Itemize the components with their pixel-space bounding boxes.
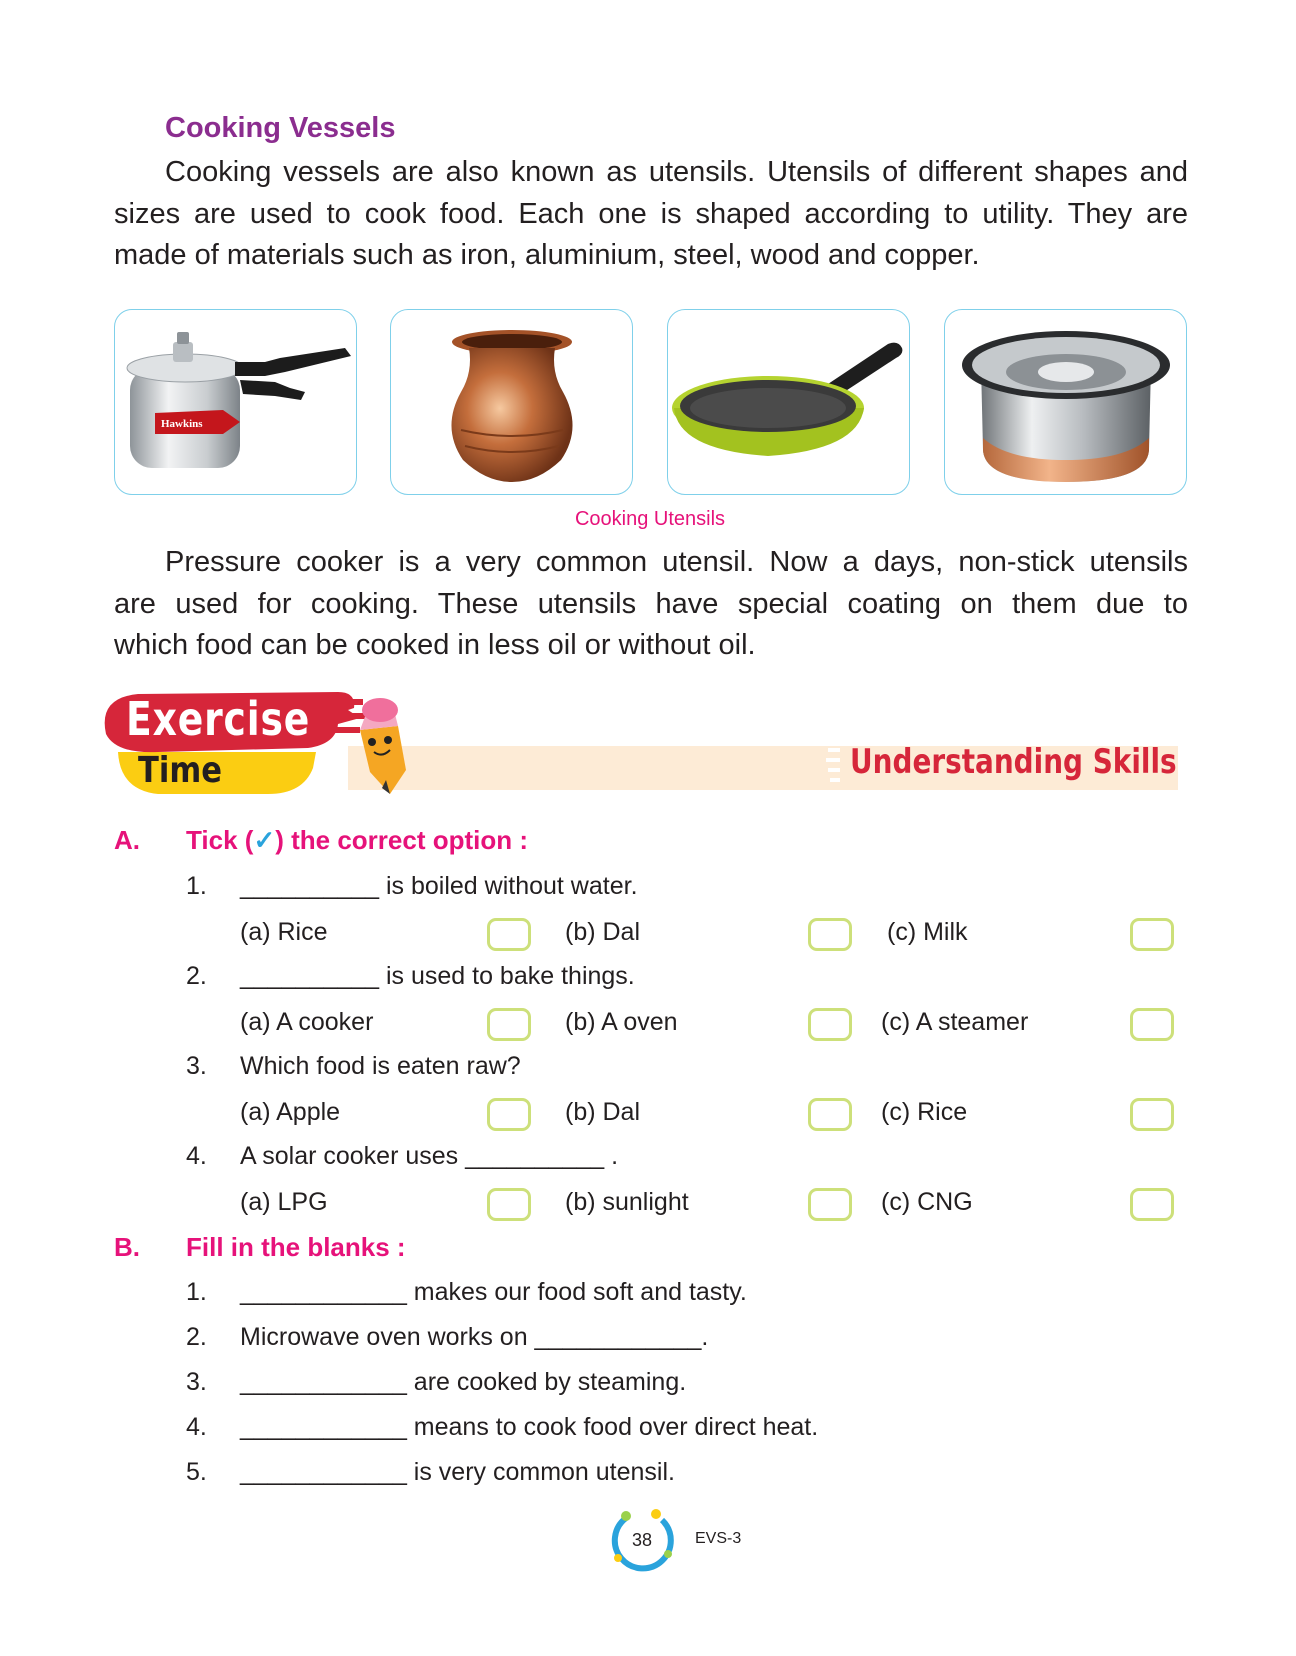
fill-blank-text: ____________ means to cook food over direct heat. <box>240 1413 819 1441</box>
title-text: ) the correct option : <box>275 825 529 855</box>
fill-blank-text: ____________ are cooked by steaming. <box>240 1368 687 1396</box>
image-copper-pot <box>390 309 633 495</box>
page-number-badge <box>606 1506 678 1578</box>
image-steel-pot <box>944 309 1187 495</box>
option-a: (a) LPG <box>240 1188 328 1216</box>
question-text: A solar cooker uses __________ . <box>240 1142 619 1170</box>
tick-box[interactable] <box>487 1098 531 1131</box>
section-b-label: B. <box>114 1232 140 1262</box>
option-a: (a) Rice <box>240 918 328 946</box>
page-number: 38 <box>631 1530 653 1550</box>
text-line: made of materials such as iron, aluminium, steel, wood and copper. <box>114 239 980 271</box>
option-b: (b) Dal <box>565 1098 641 1126</box>
book-code: EVS-3 <box>695 1530 742 1547</box>
tick-box[interactable] <box>1130 918 1174 951</box>
tick-box[interactable] <box>487 1008 531 1041</box>
fill-blank-text: Microwave oven works on ____________. <box>240 1323 709 1351</box>
exercise-banner <box>98 690 1188 800</box>
image-frying-pan <box>667 309 910 495</box>
title-text: Tick ( <box>186 825 254 855</box>
tick-box[interactable] <box>1130 1008 1174 1041</box>
paragraph-pressure-cooker <box>114 542 1188 667</box>
option-b: (b) A oven <box>565 1008 678 1036</box>
tick-box[interactable] <box>808 918 852 951</box>
section-a-title <box>186 825 528 856</box>
tick-box[interactable] <box>808 1098 852 1131</box>
option-c: (c) Rice <box>881 1098 968 1126</box>
image-pressure-cooker <box>114 309 357 495</box>
text-line: sizes are used to cook food. Each one is shaped according to utility. They are <box>114 197 1188 230</box>
section-a-label: A. <box>114 825 140 855</box>
tick-box[interactable] <box>487 918 531 951</box>
tick-box[interactable] <box>1130 1098 1174 1131</box>
question-number: 4. <box>186 1142 207 1170</box>
item-number: 5. <box>186 1458 207 1486</box>
section-heading: Cooking Vessels <box>165 112 396 144</box>
tick-box[interactable] <box>808 1008 852 1041</box>
option-c: (c) CNG <box>881 1188 973 1216</box>
text-line: Pressure cooker is a very common utensil. Now a days, non-stick utensils <box>165 546 1188 578</box>
item-number: 4. <box>186 1413 207 1441</box>
tick-box[interactable] <box>808 1188 852 1221</box>
question-number: 1. <box>186 872 207 900</box>
question-number: 2. <box>186 962 207 990</box>
item-number: 1. <box>186 1278 207 1306</box>
text-line: are used for cooking. These utensils have special coating on them due to <box>114 587 1188 620</box>
option-b: (b) Dal <box>565 918 641 946</box>
option-c: (c) Milk <box>887 918 968 946</box>
time-label: Time <box>138 750 223 791</box>
item-number: 3. <box>186 1368 207 1396</box>
option-a: (a) Apple <box>240 1098 341 1126</box>
item-number: 2. <box>186 1323 207 1351</box>
tick-icon: ✓ <box>253 825 276 855</box>
text-line: Cooking vessels are also known as utensils. Utensils of different shapes and <box>165 156 1188 188</box>
option-a: (a) A cooker <box>240 1008 374 1036</box>
fill-blank-text: ____________ is very common utensil. <box>240 1458 675 1486</box>
option-b: (b) sunlight <box>565 1188 689 1216</box>
question-number: 3. <box>186 1052 207 1080</box>
question-text: Which food is eaten raw? <box>240 1052 521 1080</box>
text-line: which food can be cooked in less oil or without oil. <box>114 629 756 661</box>
fill-blank-text: ____________ makes our food soft and tasty. <box>240 1278 747 1306</box>
question-text: __________ is boiled without water. <box>240 872 638 900</box>
exercise-label: Exercise <box>126 692 311 746</box>
option-c: (c) A steamer <box>881 1008 1029 1036</box>
figure-caption: Cooking Utensils <box>574 508 726 530</box>
paragraph-intro <box>114 152 1188 277</box>
tick-box[interactable] <box>487 1188 531 1221</box>
tick-box[interactable] <box>1130 1188 1174 1221</box>
understanding-skills-label: Understanding Skills <box>850 742 1177 782</box>
section-b-title: Fill in the blanks : <box>186 1232 406 1262</box>
question-text: __________ is used to bake things. <box>240 962 635 990</box>
brand-text: Hawkins <box>161 418 203 430</box>
